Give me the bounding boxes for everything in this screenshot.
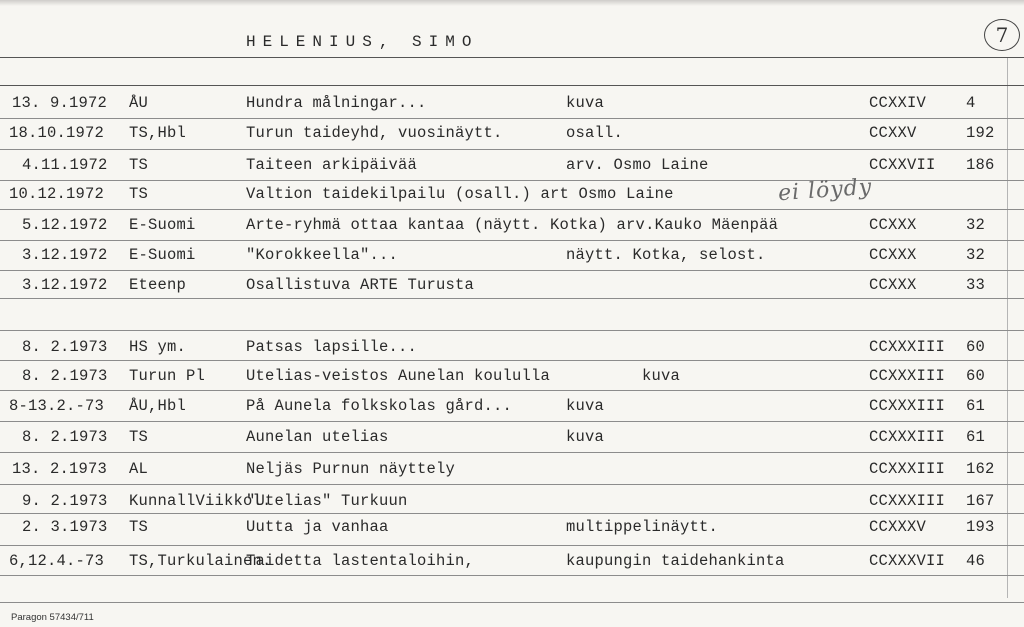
entry-note: kuva — [566, 428, 605, 446]
card-top-edge — [0, 0, 1024, 6]
card-footer: Paragon 57434/711 — [11, 612, 94, 623]
entry-page: 60 — [966, 367, 986, 385]
entry-volume: CCXXXV — [869, 518, 927, 536]
entry-note: multippelinäytt. — [566, 518, 719, 536]
ruled-line — [0, 602, 1024, 603]
ruled-line — [0, 209, 1024, 210]
entry-date: 8. 2.1973 — [22, 338, 108, 356]
entry-date: 9. 2.1973 — [22, 492, 108, 510]
entry-page: 192 — [966, 124, 995, 142]
ruled-line — [0, 513, 1024, 514]
ruled-line — [0, 545, 1024, 546]
entry-source: HS ym. — [129, 338, 187, 356]
entry-source: Turun Pl — [129, 367, 206, 385]
entry-volume: CCXXX — [869, 276, 917, 294]
entry-date: 5.12.1972 — [22, 216, 108, 234]
entry-page: 162 — [966, 460, 995, 478]
entry-date: 10.12.1972 — [9, 185, 105, 203]
ruled-line — [0, 484, 1024, 485]
entry-date: 8. 2.1973 — [22, 367, 108, 385]
entry-page: 167 — [966, 492, 995, 510]
entry-note: kaupungin taidehankinta — [566, 552, 785, 570]
ruled-line — [0, 330, 1024, 331]
entry-source: AL — [129, 460, 149, 478]
card-title: HELENIUS, SIMO — [246, 33, 479, 51]
entry-date: 8-13.2.-73 — [9, 397, 105, 415]
entry-date: 6,12.4.-73 — [9, 552, 105, 570]
entry-source: ÅU,Hbl — [129, 397, 187, 415]
entry-date: 3.12.1972 — [22, 246, 108, 264]
entry-volume: CCXXIV — [869, 94, 927, 112]
entry-title: "Utelias" Turkuun — [246, 492, 408, 510]
entry-source: TS — [129, 518, 149, 536]
entry-volume: CCXXXIII — [869, 367, 946, 385]
entry-date: 13. 2.1973 — [12, 460, 108, 478]
ruled-line — [0, 149, 1024, 150]
entry-title: Arte-ryhmä ottaa kantaa (näytt. Kotka) arv.Kauko Mäenpää — [246, 216, 779, 234]
entry-source: TS — [129, 428, 149, 446]
entry-title: Neljäs Purnun näyttely — [246, 460, 456, 478]
entry-page: 61 — [966, 428, 986, 446]
entry-volume: CCXXXIII — [869, 338, 946, 356]
entry-volume: CCXXXIII — [869, 492, 946, 510]
entry-title: Turun taideyhd, vuosinäytt. — [246, 124, 503, 142]
entry-source: E-Suomi — [129, 246, 196, 264]
ruled-line — [0, 452, 1024, 453]
entry-source: TS — [129, 185, 149, 203]
entry-source: TS,Hbl — [129, 124, 187, 142]
handwritten-note: ei löydy — [777, 174, 874, 207]
ruled-line — [0, 270, 1024, 271]
ruled-line — [0, 390, 1024, 391]
entry-page: 186 — [966, 156, 995, 174]
entry-source: TS — [129, 156, 149, 174]
entry-date: 3.12.1972 — [22, 276, 108, 294]
entry-source: TS,Turkulainen. — [129, 552, 272, 570]
right-margin-line — [1007, 58, 1008, 598]
entry-note: kuva — [642, 367, 681, 385]
entry-page: 33 — [966, 276, 986, 294]
ruled-line — [0, 57, 1024, 58]
entry-note: osall. — [566, 124, 624, 142]
entry-date: 13. 9.1972 — [12, 94, 108, 112]
entry-date: 8. 2.1973 — [22, 428, 108, 446]
entry-volume: CCXXVII — [869, 156, 936, 174]
ruled-line — [0, 575, 1024, 576]
entry-title: Utelias-veistos Aunelan koululla — [246, 367, 551, 385]
entry-source: ÅU — [129, 94, 149, 112]
entry-title: Patsas lapsille... — [246, 338, 418, 356]
entry-title: Valtion taidekilpailu (osall.) art Osmo Laine — [246, 185, 674, 203]
entry-volume: CCXXXIII — [869, 397, 946, 415]
entry-volume: CCXXXIII — [869, 428, 946, 446]
card-number-circle: 7 — [984, 19, 1020, 51]
entry-page: 4 — [966, 94, 976, 112]
entry-source: KunnallViikkol. — [129, 492, 272, 510]
entry-title: Hundra målningar... — [246, 94, 427, 112]
entry-volume: CCXXXVII — [869, 552, 946, 570]
entry-date: 2. 3.1973 — [22, 518, 108, 536]
entry-note: kuva — [566, 94, 605, 112]
entry-title: "Korokkeella"... — [246, 246, 399, 264]
entry-title: Taiteen arkipäivää — [246, 156, 418, 174]
ruled-line — [0, 240, 1024, 241]
entry-page: 46 — [966, 552, 986, 570]
ruled-line — [0, 298, 1024, 299]
entry-page: 193 — [966, 518, 995, 536]
ruled-line — [0, 421, 1024, 422]
entry-date: 18.10.1972 — [9, 124, 105, 142]
entry-date: 4.11.1972 — [22, 156, 108, 174]
entry-page: 32 — [966, 216, 986, 234]
entry-source: Eteenp — [129, 276, 187, 294]
entry-volume: CCXXX — [869, 216, 917, 234]
entry-title: Uutta ja vanhaa — [246, 518, 389, 536]
ruled-line — [0, 118, 1024, 119]
entry-page: 32 — [966, 246, 986, 264]
entry-note: arv. Osmo Laine — [566, 156, 709, 174]
entry-title: På Aunela folkskolas gård... — [246, 397, 513, 415]
entry-volume: CCXXXIII — [869, 460, 946, 478]
ruled-line — [0, 360, 1024, 361]
entry-title: Taidetta lastentaloihin, — [246, 552, 475, 570]
entry-note: näytt. Kotka, selost. — [566, 246, 766, 264]
entry-page: 60 — [966, 338, 986, 356]
entry-source: E-Suomi — [129, 216, 196, 234]
entry-page: 61 — [966, 397, 986, 415]
entry-volume: CCXXV — [869, 124, 917, 142]
entry-title: Osallistuva ARTE Turusta — [246, 276, 475, 294]
entry-title: Aunelan utelias — [246, 428, 389, 446]
ruled-line — [0, 85, 1024, 86]
entry-volume: CCXXX — [869, 246, 917, 264]
entry-note: kuva — [566, 397, 605, 415]
